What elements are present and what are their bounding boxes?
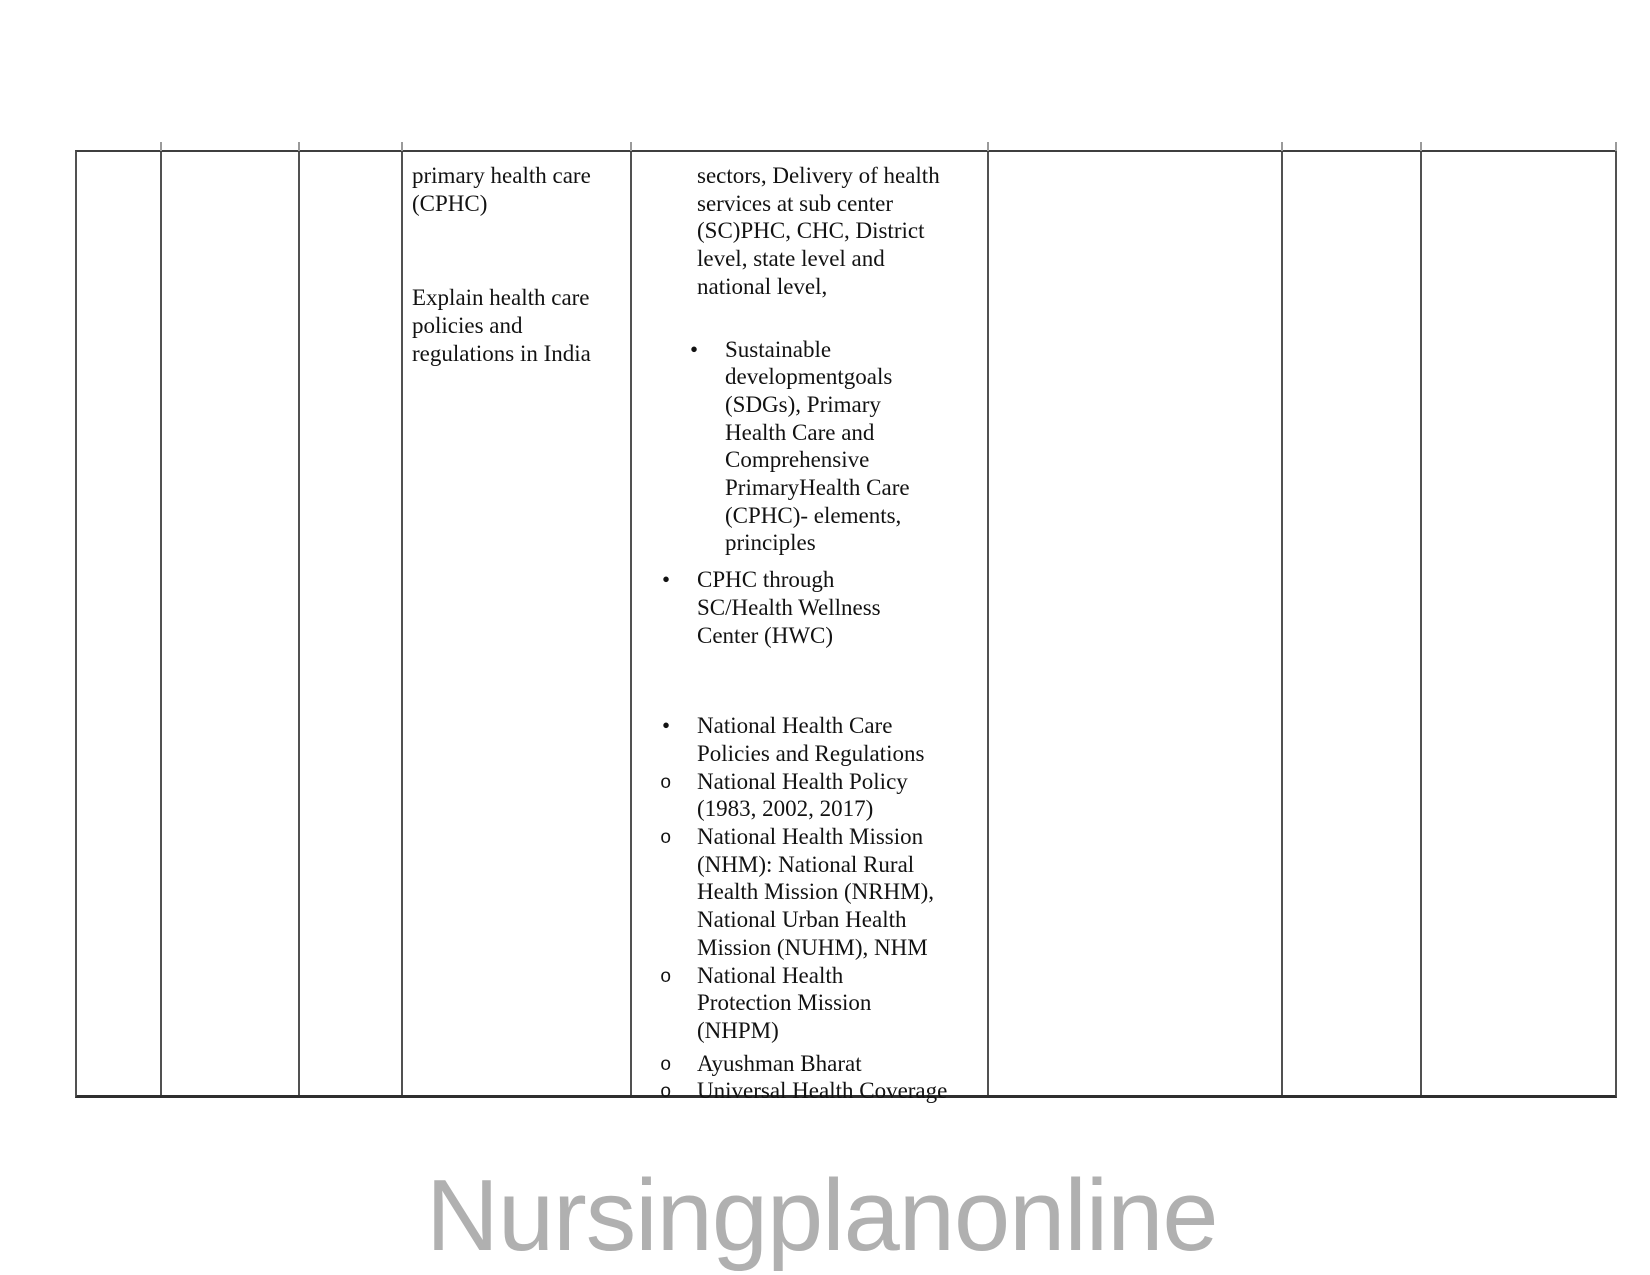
circle-bullet-marker: o bbox=[660, 965, 672, 988]
table-top-tick bbox=[630, 142, 632, 151]
text-line: (NHPM) bbox=[697, 1017, 779, 1043]
table-column-divider bbox=[1420, 152, 1422, 1095]
table-top-tick bbox=[298, 142, 300, 151]
objectives-cell bbox=[412, 162, 642, 368]
text-line: Center (HWC) bbox=[697, 622, 834, 648]
syllabus-table bbox=[75, 150, 1617, 1104]
text-line: National Health Policy bbox=[697, 768, 908, 794]
text-line: (CPHC) bbox=[412, 190, 488, 216]
sub-bullet-list-item bbox=[630, 1050, 992, 1078]
table-top-tick bbox=[401, 142, 403, 151]
circle-bullet-marker: o bbox=[660, 1053, 672, 1076]
text-line: national level, bbox=[697, 273, 828, 299]
table-column-divider bbox=[401, 152, 403, 1095]
table-top-tick bbox=[160, 142, 162, 151]
circle-bullet-marker: o bbox=[660, 771, 672, 794]
text-line: Health Mission (NRHM), bbox=[697, 879, 935, 905]
text-line: National Health bbox=[697, 962, 844, 988]
bullet-marker: • bbox=[662, 567, 671, 593]
table-top-tick bbox=[1420, 142, 1422, 151]
text-line: Sustainable bbox=[725, 336, 832, 362]
content-paragraph bbox=[630, 162, 992, 301]
content-cell bbox=[630, 162, 992, 1105]
text-line: (1983, 2002, 2017) bbox=[697, 796, 874, 822]
sub-bullet-list-item bbox=[630, 768, 992, 823]
text-line: Universal Health Coverage bbox=[697, 1078, 948, 1104]
bullet-list-item bbox=[630, 566, 992, 649]
text-line: CPHC through bbox=[697, 567, 835, 593]
text-line: PrimaryHealth Care bbox=[725, 475, 910, 501]
text-line: (CPHC)- elements, bbox=[725, 502, 902, 528]
text-line: (SDGs), Primary bbox=[725, 391, 881, 417]
objective-paragraph bbox=[412, 284, 642, 367]
text-line: regulations in India bbox=[412, 340, 591, 366]
table-column-divider bbox=[298, 152, 300, 1095]
table-column-divider bbox=[160, 152, 162, 1095]
sub-bullet-list-item bbox=[630, 1077, 992, 1105]
text-line: Comprehensive bbox=[725, 447, 870, 473]
bullet-list-item bbox=[630, 336, 992, 558]
text-line: sectors, Delivery of health bbox=[697, 163, 940, 188]
table-top-tick bbox=[987, 142, 989, 151]
text-line: (NHM): National Rural bbox=[697, 851, 915, 877]
table-top-tick bbox=[1615, 142, 1617, 151]
table-column-divider bbox=[1281, 152, 1283, 1095]
text-line: Ayushman Bharat bbox=[697, 1050, 862, 1076]
text-line: Policies and Regulations bbox=[697, 740, 925, 766]
text-line: Explain health care bbox=[412, 285, 590, 311]
bullet-marker: • bbox=[690, 336, 699, 362]
text-line: principles bbox=[725, 530, 816, 556]
table-top-tick bbox=[1281, 142, 1283, 151]
text-line: National Urban Health bbox=[697, 907, 907, 933]
text-line: policies and bbox=[412, 313, 523, 339]
text-line: level, state level and bbox=[697, 246, 885, 272]
text-line: National Health Care bbox=[697, 713, 893, 739]
circle-bullet-marker: o bbox=[660, 827, 672, 850]
sub-bullet-list-item bbox=[630, 962, 992, 1045]
objective-paragraph bbox=[412, 162, 642, 217]
bullet-list-item bbox=[630, 712, 992, 767]
text-line: Mission (NUHM), NHM bbox=[697, 934, 928, 960]
text-line: Health Care and bbox=[725, 419, 875, 445]
circle-bullet-marker: o bbox=[660, 1081, 672, 1104]
watermark-text: Nursingplanonline bbox=[426, 1160, 1218, 1272]
text-line: primary health care bbox=[412, 163, 591, 188]
text-line: SC/Health Wellness bbox=[697, 594, 881, 620]
text-line: services at sub center bbox=[697, 190, 894, 216]
text-line: (SC)PHC, CHC, District bbox=[697, 218, 925, 244]
bullet-marker: • bbox=[662, 713, 671, 739]
sub-bullet-list-item bbox=[630, 823, 992, 962]
text-line: National Health Mission bbox=[697, 824, 924, 850]
text-line: Protection Mission bbox=[697, 990, 872, 1016]
text-line: developmentgoals bbox=[725, 364, 893, 390]
